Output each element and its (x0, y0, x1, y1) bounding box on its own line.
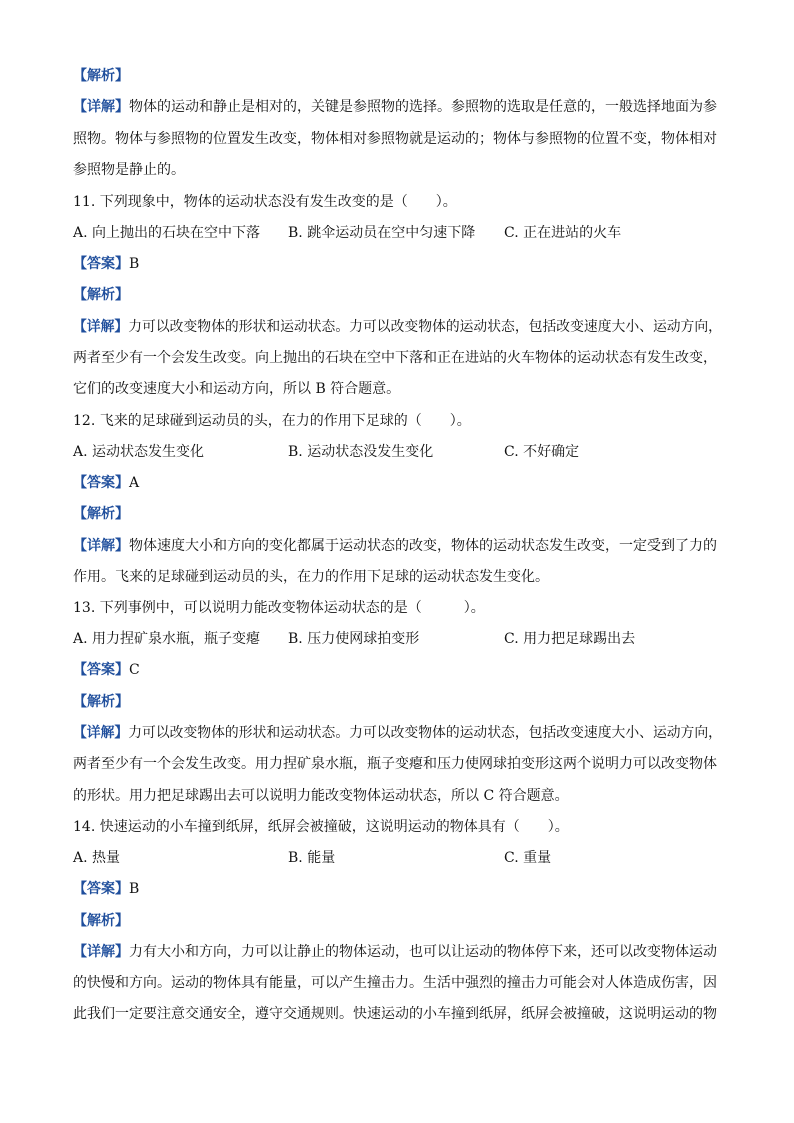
q11-detail-line-3: 它们的改变速度大小和运动方向，所以 B 符合题意。 (73, 381, 401, 397)
q11-option-c: C. 正在进站的火车 (504, 225, 622, 241)
analysis-heading: 【解析】 (73, 68, 129, 84)
q11-stem: 11. 下列现象中，物体的运动状态没有发生改变的是（ ）。 (73, 194, 457, 210)
q13-stem: 13. 下列事例中，可以说明力能改变物体运动状态的是（ ）。 (73, 600, 485, 616)
q11-analysis-heading: 【解析】 (73, 287, 129, 303)
q11-detail-line-2: 两者至少有一个会发生改变。向上抛出的石块在空中下落和正在进站的火车物体的运动状态有发生改变， (73, 350, 717, 366)
q12-detail-line-2: 作用。飞来的足球碰到运动员的头，在力的作用下足球的运动状态发生变化。 (73, 569, 549, 585)
q14-option-c: C. 重量 (504, 850, 552, 866)
q11-answer: 【答案】B (73, 256, 140, 272)
intro-detail-line-1: 【详解】物体的运动和静止是相对的，关键是参照物的选择。参照物的选取是任意的，一般选择地面为参 (73, 99, 717, 115)
q14-stem: 14. 快速运动的小车撞到纸屏，纸屏会被撞破，这说明运动的物体具有（ ）。 (73, 819, 569, 835)
q12-option-b: B. 运动状态没发生变化 (288, 444, 434, 460)
q13-detail-line-1: 【详解】力可以改变物体的形状和运动状态。力可以改变物体的运动状态，包括改变速度大小、运动方向， (73, 725, 722, 741)
q12-answer: 【答案】A (73, 475, 140, 491)
intro-detail-line-2: 照物。物体与参照物的位置发生改变，物体相对参照物就是运动的；物体与参照物的位置不变，物体相对 (73, 131, 717, 147)
q14-detail-line-2: 的快慢和方向。运动的物体具有能量，可以产生撞击力。生活中强烈的撞击力可能会对人体造成伤害，因 (73, 975, 717, 991)
q12-option-c: C. 不好确定 (504, 444, 580, 460)
q12-analysis-heading: 【解析】 (73, 506, 129, 522)
intro-detail-line-3: 参照物是静止的。 (73, 162, 185, 178)
q14-option-b: B. 能量 (288, 850, 336, 866)
q13-detail-line-3: 的形状。用力把足球踢出去可以说明力能改变物体运动状态，所以 C 符合题意。 (73, 788, 569, 804)
q14-detail-line-3: 此我们一定要注意交通安全，遵守交通规则。快速运动的小车撞到纸屏，纸屏会被撞破，这说明运动的物 (73, 1006, 717, 1022)
q12-option-a: A. 运动状态发生变化 (73, 444, 205, 460)
q13-option-a: A. 用力捏矿泉水瓶，瓶子变瘪 (73, 631, 261, 647)
q13-analysis-heading: 【解析】 (73, 694, 129, 710)
q14-detail-line-1: 【详解】力有大小和方向，力可以让静止的物体运动，也可以让运动的物体停下来，还可以改变物体运动 (73, 944, 717, 960)
q11-option-b: B. 跳伞运动员在空中匀速下降 (288, 225, 476, 241)
q14-option-a: A. 热量 (73, 850, 121, 866)
q13-answer: 【答案】C (73, 662, 140, 678)
q14-answer: 【答案】B (73, 881, 140, 897)
q11-option-a: A. 向上抛出的石块在空中下落 (73, 225, 261, 241)
q13-option-c: C. 用力把足球踢出去 (504, 631, 636, 647)
q13-detail-line-2: 两者至少有一个会发生改变。用力捏矿泉水瓶，瓶子变瘪和压力使网球拍变形这两个说明力可以改变物体 (73, 756, 717, 772)
q12-stem: 12. 飞来的足球碰到运动员的头，在力的作用下足球的（ ）。 (73, 413, 471, 429)
q13-option-b: B. 压力使网球拍变形 (288, 631, 420, 647)
q12-detail-line-1: 【详解】物体速度大小和方向的变化都属于运动状态的改变，物体的运动状态发生改变，一定受到了力的 (73, 538, 717, 554)
q11-detail-line-1: 【详解】力可以改变物体的形状和运动状态。力可以改变物体的运动状态，包括改变速度大小、运动方向， (73, 319, 722, 335)
q14-analysis-heading: 【解析】 (73, 913, 129, 929)
